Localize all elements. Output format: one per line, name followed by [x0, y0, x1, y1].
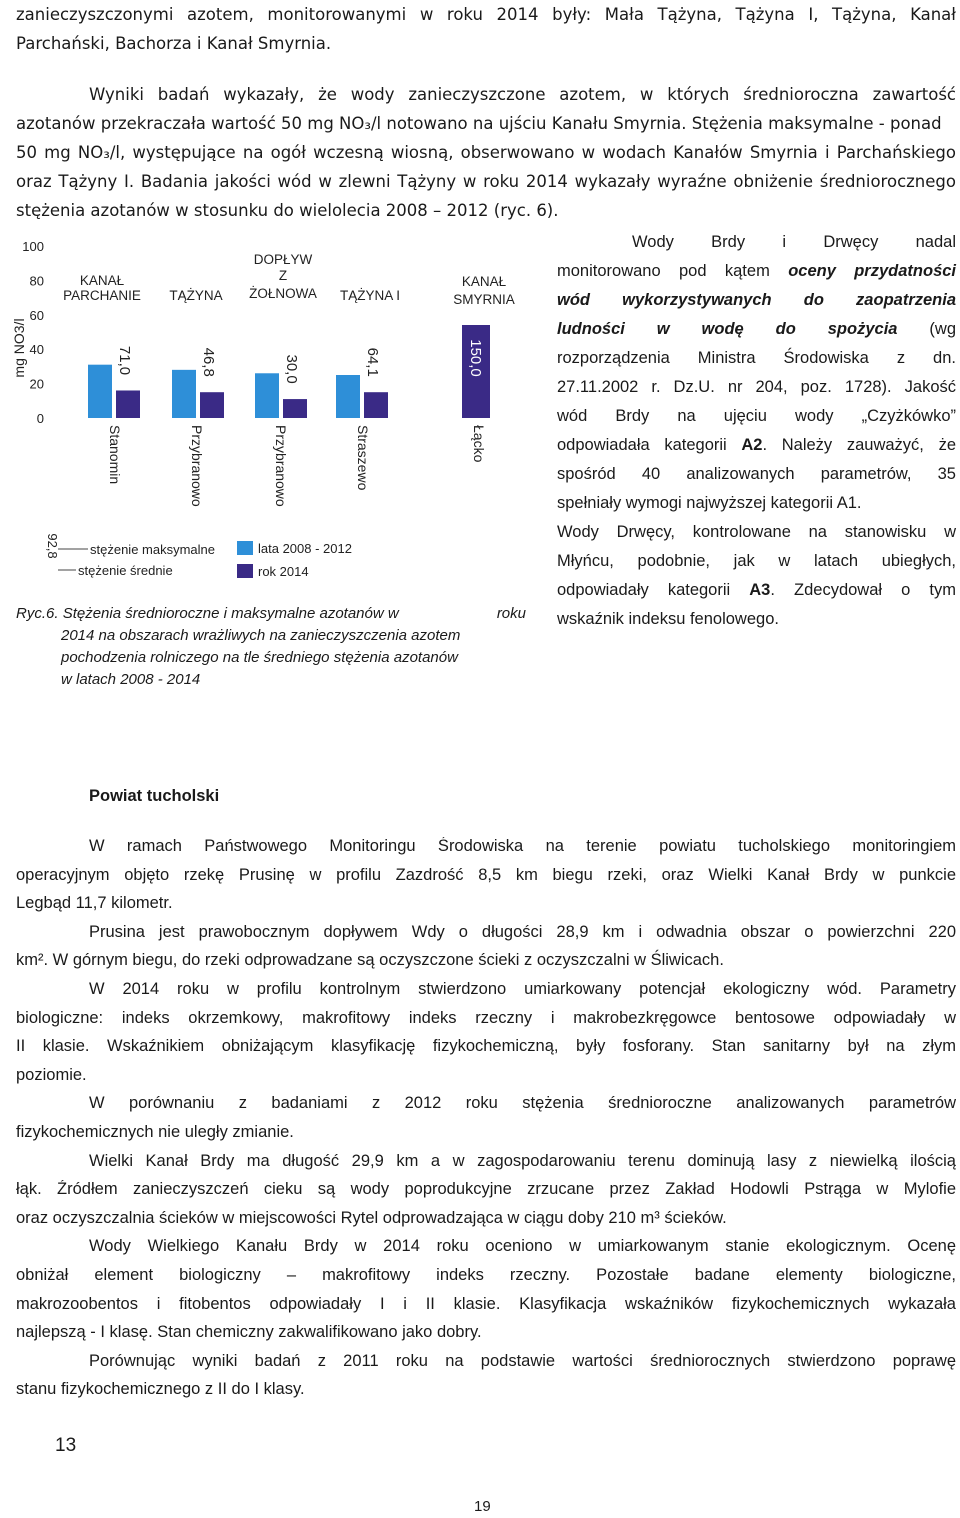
text-line: km². W górnym biegu, do rzeki odprowadzane są oczyszczone ścieki z oczyszczalni w Śliwicach. [16, 951, 724, 970]
text-line: W ramach Państwowego Monitoringu Środowiska na terenie powiatu tucholskiego monitoringiem [89, 837, 956, 855]
bar-2008-2012 [255, 373, 279, 418]
group-title: TĄŻYNA I [339, 288, 401, 303]
text-line: operacyjnym objęto rzekę Prusinę w profilu Zazdrość 8,5 km biegu rzeki, oraz Wielki Kanał Brdy w punkcie [16, 865, 956, 884]
text-line: Wielki Kanał Brdy ma długość 29,9 km a w zagospodarowaniu terenu dominują lasy z niewielką ilością [89, 1151, 956, 1170]
legend-series2-swatch [237, 564, 253, 578]
y-tick-label: 40 [29, 342, 44, 358]
station-label: Straszewo [355, 425, 371, 491]
text-line: Wyniki badań wykazały, że wody zanieczyszczone azotem, w których średnioroczna zawartość [89, 85, 956, 104]
y-tick-label: 0 [36, 411, 44, 426]
page-number-center: 19 [474, 1498, 491, 1515]
text-line: Wody Drwęcy, kontrolowane na stanowisku w [557, 523, 956, 541]
text-line: Parchański, Bachorza i Kanał Smyrnia. [16, 34, 332, 53]
text-line: Wody Brdy i Drwęcy nadal [632, 233, 956, 251]
results-paragraph [16, 80, 956, 225]
emphasis-text: A2 [741, 436, 763, 454]
bar-2014 [116, 390, 140, 418]
section-heading: Powiat tucholski [89, 787, 220, 805]
caption-prefix: Ryc.6. [16, 605, 59, 622]
text-span: odpowiadały kategorii [557, 581, 750, 599]
page-number-left: 13 [55, 1435, 77, 1456]
station-label: Stanomin [107, 425, 123, 485]
text-line: stężenia azotanów w stosunku do wielolecia 2008 – 2012 (ryc. 6). [16, 201, 559, 220]
max-value-label: 30,0 [283, 354, 300, 384]
side-column-text [557, 228, 956, 634]
caption-text: roku [496, 605, 526, 622]
text-line: II klasie. Wskaźnikiem obniżającym klasyfikację fizykochemiczną, były fosforany. Stan sanitarny był na złym [16, 1037, 956, 1056]
text-line: najlepszą - I klasę. Stan chemiczny zakwalifikowano jako dobry. [16, 1323, 482, 1342]
bar-2014 [200, 392, 224, 418]
emphasis-text: wód wykorzystywanych do zaopatrzenia [557, 291, 956, 309]
text-span: (wg [897, 320, 956, 338]
legend-series1-swatch [237, 541, 253, 555]
legend-series2-label: rok 2014 [258, 564, 309, 579]
text-line: azotanów przekraczała wartość 50 mg NO₃/l notowano na ujściu Kanału Smyrnia. Stężenia maksymalne - ponad [16, 114, 942, 133]
max-value-label: 46,8 [200, 347, 217, 377]
text-line: W porównaniu z badaniami z 2012 roku stężenia średnioroczne analizowanych parametrów [89, 1094, 956, 1113]
caption-text: 2014 na obszarach wrażliwych na zanieczyszczenia azotem [61, 627, 461, 644]
extra-value-label: 92,8 [45, 533, 60, 559]
figure-caption [16, 603, 526, 691]
group-title: TĄŻYNA [169, 288, 223, 303]
caption-text: Stężenia średnioroczne i maksymalne azotanów w [62, 605, 399, 622]
group-title: ŻOŁNOWA [249, 286, 317, 301]
group-title: DOPŁYW [253, 252, 313, 267]
group-title: SMYRNIA [453, 292, 515, 307]
bar-2008-2012 [336, 375, 360, 418]
text-line: spełniały wymogi najwyższej kategorii A1. [557, 494, 862, 512]
emphasis-text: A3 [749, 581, 771, 599]
text-span: . Należy zauważyć, że [762, 436, 956, 454]
group-title: KANAŁ [79, 273, 125, 288]
text-line: wód Brdy na ujęciu wody „Czyżkówko” [557, 407, 956, 425]
text-line: Legbąd 11,7 kilometr. [16, 894, 173, 913]
text-line: makrozoobentos i fitobentos odpowiadały I i II klasie. Klasyfikacja wskaźników fizykochemicznych wykazała [16, 1294, 956, 1313]
group-title: KANAŁ [461, 274, 507, 289]
text-line: 27.11.2002 r. Dz.U. nr 204, poz. 1728). Jakość [557, 378, 956, 396]
text-line: oraz Tążyny I. Badania jakości wód w zlewni Tążyny w roku 2014 wykazały wyraźne obniżenie średniorocznego [16, 172, 956, 191]
text-line: poziomie. [16, 1065, 87, 1084]
text-span: . Zdecydował o tym [770, 581, 956, 599]
y-tick-label: 80 [29, 273, 44, 289]
text-line: obniżał element biologiczny – makrofitowy indeks rzeczny. Pozostałe badane elementy biologiczne, [16, 1266, 956, 1284]
y-axis-label: mg NO3/l [11, 318, 27, 378]
station-label: Łącko [471, 425, 487, 463]
max-value-label: 71,0 [116, 345, 133, 376]
text-line: wskaźnik indeksu fenolowego. [557, 610, 779, 628]
text-line: fizykochemicznych nie uległy zmianie. [16, 1123, 294, 1141]
text-line: Młyńcu, podobnie, jak w latach ubiegłych, [557, 552, 956, 570]
station-label: Przybranowo [189, 425, 205, 507]
station-label: Przybranowo [273, 425, 289, 507]
y-tick-label: 100 [22, 239, 44, 254]
text-line: spośród 40 analizowanych parametrów, 35 [557, 465, 956, 483]
text-line: łąk. Źródłem zanieczyszczeń cieku są wody poprodukcyjne zrzucane przez Zakład Hodowli Pstrąga w Mylofie [16, 1180, 956, 1199]
emphasis-text: ludności w wodę do spożycia [557, 320, 898, 338]
text-line: Wody Wielkiego Kanału Brdy w 2014 roku oceniono w umiarkowanym stanie ekologicznym. Ocenę [89, 1237, 956, 1256]
text-line: oraz oczyszczalnia ścieków w miejscowości Rytel odprowadzająca w ciągu doby 210 m³ ścieków. [16, 1208, 727, 1227]
caption-text: pochodzenia rolniczego na tle średniego stężenia azotanów [61, 649, 458, 666]
group-title: PARCHANIE [63, 288, 141, 303]
caption-text: w latach 2008 - 2014 [61, 671, 201, 688]
text-line: zanieczyszczonymi azotem, monitorowanymi w roku 2014 były: Mała Tążyna, Tążyna I, Tążyna, Kanał [16, 5, 956, 24]
bar-2014 [283, 399, 307, 418]
group-title: Z [278, 268, 288, 283]
text-span: odpowiadała kategorii [557, 436, 742, 454]
max-value-label: 64,1 [364, 347, 381, 377]
bar-2014 [364, 392, 388, 418]
text-span: monitorowano pod kątem [557, 262, 789, 280]
legend-max-label: stężenie maksymalne [90, 542, 215, 557]
emphasis-text: oceny przydatności [788, 262, 957, 280]
text-line: 50 mg NO₃/l, występujące na ogół wczesną wiosną, obserwowano w wodach Kanałów Smyrnia i Parchańskiego [16, 143, 956, 162]
text-line: biologiczne: indeks okrzemkowy, makrofitowy indeks rzeczny i makrobezkręgowce bentosowe odpowiadały w [16, 1008, 956, 1027]
text-line: stanu fizykochemicznego z II do I klasy. [16, 1380, 305, 1399]
intro-paragraph [16, 0, 956, 58]
y-tick-label: 60 [29, 307, 44, 323]
max-value-label: 150,0 [467, 339, 484, 377]
legend-avg-label: stężenie średnie [78, 563, 173, 578]
text-line: Porównując wyniki badań z 2011 roku na podstawie wartości średniorocznych stwierdzono poprawę [89, 1351, 956, 1370]
text-line: Prusina jest prawobocznym dopływem Wdy o długości 28,9 km i odwadnia obszar o powierzchni 220 [89, 922, 956, 941]
bar-2008-2012 [88, 365, 112, 418]
y-tick-label: 20 [29, 376, 44, 392]
text-line: W 2014 roku w profilu kontrolnym stwierdzono umiarkowany potencjał ekologiczny wód. Parametry [89, 980, 956, 998]
text-line: rozporządzenia Ministra Środowiska z dn. [557, 349, 956, 367]
legend-series1-label: lata 2008 - 2012 [258, 541, 352, 556]
bar-2008-2012 [172, 370, 196, 418]
